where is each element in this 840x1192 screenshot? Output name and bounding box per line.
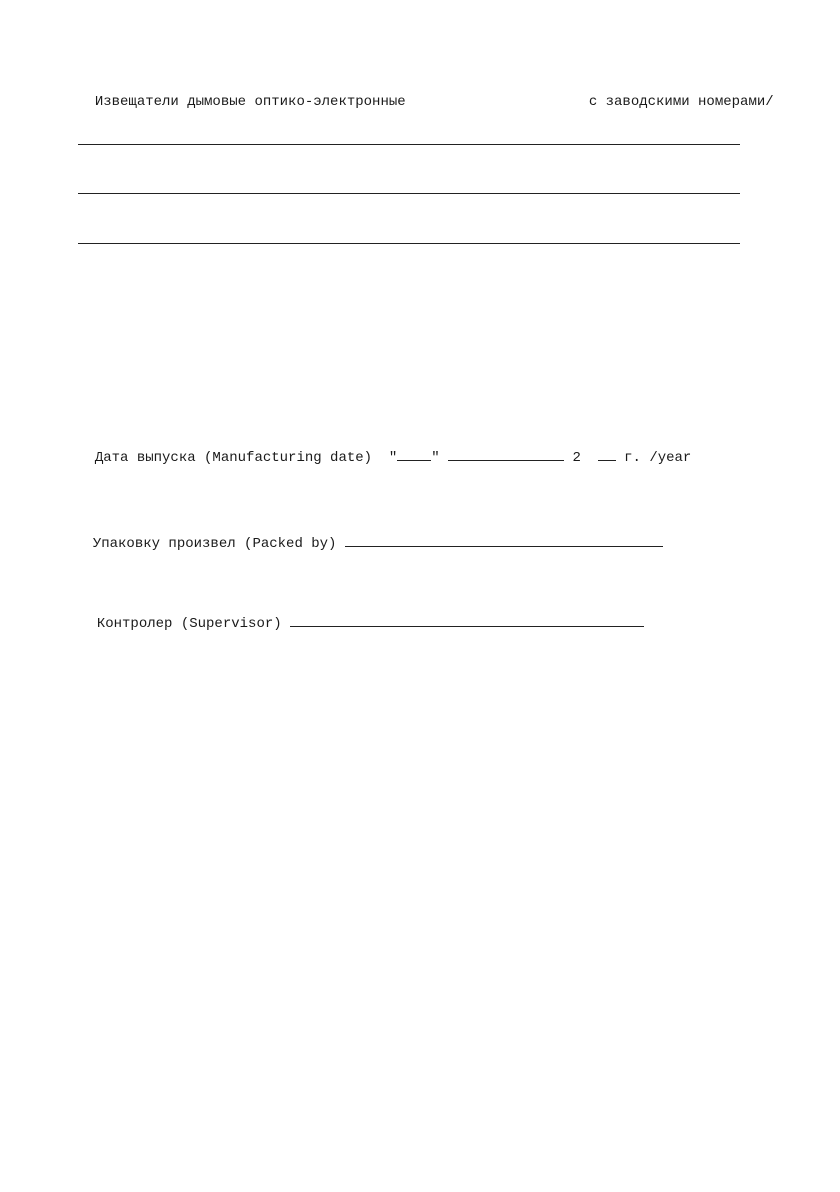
packed-by-blank[interactable]: [345, 534, 663, 547]
serial-number-blank-1[interactable]: [78, 144, 740, 145]
serial-number-blank-3[interactable]: [78, 243, 740, 244]
serial-number-blank-2[interactable]: [78, 193, 740, 194]
serials-line: [572, 78, 774, 110]
packed-by-label: Упаковку произвел (Packed by): [92, 536, 337, 552]
supervisor-line: [80, 598, 644, 632]
manufacturing-date-line: [78, 432, 691, 466]
product-line: [78, 78, 406, 110]
century-digit: 2: [572, 450, 581, 466]
quote-close: ": [431, 450, 440, 466]
product-text: Извещатели дымовые оптико-электронные: [94, 94, 406, 110]
packed-by-line: [76, 518, 663, 552]
quote-open: ": [388, 450, 398, 466]
year-suffix: г. /year: [624, 450, 692, 466]
supervisor-label: Контролер (Supervisor): [96, 616, 282, 632]
manufacturing-date-label: Дата выпуска (Manufacturing date): [94, 450, 373, 466]
year-blank[interactable]: [598, 448, 616, 461]
month-blank[interactable]: [448, 448, 564, 461]
supervisor-blank[interactable]: [290, 614, 644, 627]
serials-text: с заводскими номерами/: [588, 94, 774, 110]
day-blank[interactable]: [397, 448, 431, 461]
